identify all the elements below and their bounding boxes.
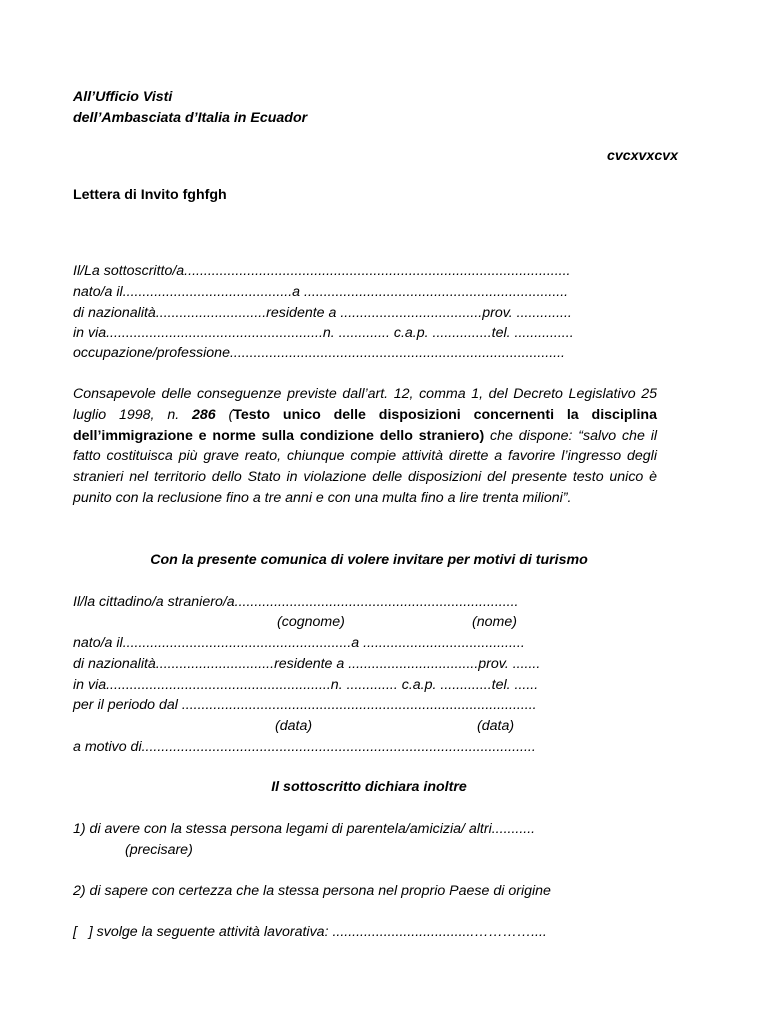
guest-address-line: in via.........................................................n. ............. c.a.p. .............tel. ...... bbox=[73, 677, 539, 693]
guest-nationality-line: di nazionalità..............................residente a .................................prov. ....... bbox=[73, 656, 541, 672]
guest-name-line: Il/la cittadino/a straniero/a........................................................................ bbox=[73, 594, 519, 610]
declare-heading: Il sottoscritto dichiara inoltre bbox=[271, 779, 467, 795]
guest-birth-line: nato/a il..........................................................a ......................................... bbox=[73, 635, 525, 651]
declaration-point-1: 1) di avere con la stessa persona legami di parentela/amicizia/ altri........... bbox=[73, 821, 536, 837]
legal-paragraph-paren: ( bbox=[215, 406, 234, 423]
inviter-name-line: Il/La sottoscritto/a.................................................................................................. bbox=[73, 263, 571, 279]
legal-paragraph-quote: che dispone: “salvo che il fatto costituisca più grave reato, chiunque compie attività dirette a favorire l’ingresso degli stranieri nel territorio dello Stato in violazione delle disposizioni del presente testo unico è punito con la reclusione fino a tre anni e con una multa fino a lire trenta milioni”. bbox=[73, 427, 658, 506]
declaration-point-3: [ ] svolge la seguente attività lavorativa: ....................................………….... bbox=[73, 924, 547, 940]
inviter-occupation-line: occupazione/professione..................................................................................... bbox=[73, 345, 566, 361]
guest-period-line: per il periodo dal .......................................................................................... bbox=[73, 697, 537, 713]
addressee-line-2: dell’Ambasciata d’Italia in Ecuador bbox=[73, 110, 308, 126]
law-number: 286 bbox=[192, 406, 216, 423]
reference-code: cvcxvxcvx bbox=[606, 148, 678, 164]
legal-paragraph-intro: Consapevole delle conseguenze previste dall’art. 12, comma 1, del Decreto Legislativo 25 luglio 1998, n. bbox=[73, 386, 657, 423]
caption-data-from: (data) bbox=[275, 718, 313, 734]
addressee-line-1: All’Ufficio Visti bbox=[73, 89, 173, 105]
caption-cognome: (cognome) bbox=[277, 614, 345, 630]
caption-nome: (nome) bbox=[472, 614, 517, 630]
inviter-address-line: in via.......................................................n. ............. c.a.p. ...............tel. ............... bbox=[73, 325, 574, 341]
declaration-point-2: 2) di sapere con certezza che la stessa persona nel proprio Paese di origine bbox=[73, 883, 551, 899]
law-title: Testo unico delle disposizioni concernenti la disciplina dell’immigrazione e norme sulla condizione dello straniero) bbox=[73, 406, 657, 444]
inviter-birth-line: nato/a il...........................................a ................................................................... bbox=[73, 284, 569, 300]
legal-paragraph bbox=[73, 384, 657, 509]
inviter-nationality-line: di nazionalità............................residente a ....................................prov. .............. bbox=[73, 305, 572, 321]
guest-reason-line: a motivo di.................................................................................................... bbox=[73, 739, 536, 755]
declaration-point-1-note: (precisare) bbox=[125, 842, 193, 858]
letter-title: Lettera di Invito fghfgh bbox=[73, 187, 227, 203]
invite-heading: Con la presente comunica di volere invitare per motivi di turismo bbox=[150, 552, 588, 568]
caption-data-to: (data) bbox=[477, 718, 515, 734]
